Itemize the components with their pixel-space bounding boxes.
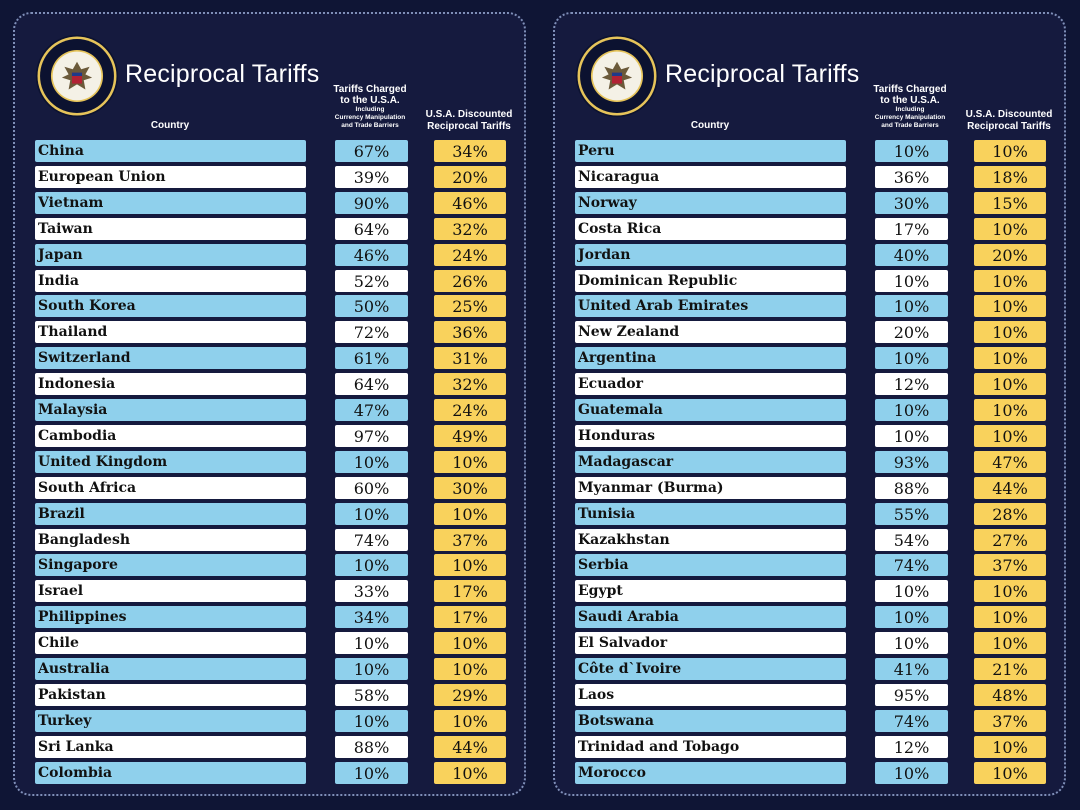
discounted-tariff-cell: 17% [434,580,506,602]
header-charged-sub2: Currency Manipulation [874,113,946,121]
discounted-tariff-cell: 24% [434,399,506,421]
discounted-tariff-cell: 10% [974,736,1046,758]
discounted-tariff-cell: 10% [974,295,1046,317]
country-cell: United Arab Emirates [575,295,846,317]
table-row [15,140,524,162]
country-cell: Dominican Republic [575,270,846,292]
tariff-charged-cell: 34% [335,606,408,628]
country-cell: Trinidad and Tobago [575,736,846,758]
tariff-charged-cell: 60% [335,477,408,499]
country-cell: Peru [575,140,846,162]
tariff-charged-cell: 10% [875,580,948,602]
table-row [555,295,1064,317]
tariff-charged-cell: 30% [875,192,948,214]
page-title: Reciprocal Tariffs [125,60,320,88]
discounted-tariff-cell: 26% [434,270,506,292]
tariff-charged-cell: 41% [875,658,948,680]
discounted-tariff-cell: 18% [974,166,1046,188]
table-row [555,166,1064,188]
discounted-tariff-cell: 20% [974,244,1046,266]
table-row [555,140,1064,162]
discounted-tariff-cell: 25% [434,295,506,317]
tariff-charged-cell: 58% [335,684,408,706]
tariff-charged-cell: 95% [875,684,948,706]
table-row [15,529,524,551]
table-row [15,684,524,706]
tariff-charged-cell: 10% [875,347,948,369]
header-discount-line2: Reciprocal Tariffs [967,121,1051,132]
header-charged-line2: to the U.S.A. [880,94,940,106]
country-cell: Honduras [575,425,846,447]
table-row [555,606,1064,628]
discounted-tariff-cell: 10% [974,373,1046,395]
discounted-tariff-cell: 29% [434,684,506,706]
table-row [555,321,1064,343]
table-row [555,270,1064,292]
country-cell: Guatemala [575,399,846,421]
header-charged-sub3: and Trade Barriers [341,121,399,129]
discounted-tariff-cell: 47% [974,451,1046,473]
table-row [15,580,524,602]
discounted-tariff-cell: 24% [434,244,506,266]
table-row [555,425,1064,447]
country-cell: Côte d`Ivoire [575,658,846,680]
country-cell: Brazil [35,503,306,525]
tariff-charged-cell: 50% [335,295,408,317]
tariff-charged-cell: 88% [875,477,948,499]
tariff-charged-cell: 67% [335,140,408,162]
table-row [15,321,524,343]
table-row [15,606,524,628]
discounted-tariff-cell: 49% [434,425,506,447]
discounted-tariff-cell: 20% [434,166,506,188]
table-row [555,399,1064,421]
tariff-charged-cell: 74% [335,529,408,551]
table-row [15,244,524,266]
table-row [15,347,524,369]
discounted-tariff-cell: 10% [434,658,506,680]
table-row [15,425,524,447]
table-row [555,762,1064,784]
discounted-tariff-cell: 30% [434,477,506,499]
country-cell: Madagascar [575,451,846,473]
country-cell: Vietnam [35,192,306,214]
discounted-tariff-cell: 36% [434,321,506,343]
discounted-tariff-cell: 10% [974,606,1046,628]
table-row [15,451,524,473]
table-row [15,658,524,680]
tariff-charged-cell: 10% [875,425,948,447]
tariff-charged-cell: 10% [335,762,408,784]
right-panel [553,12,1066,796]
table-row [15,762,524,784]
header-charged-sub1: Including [355,106,385,113]
country-cell: Nicaragua [575,166,846,188]
country-cell: United Kingdom [35,451,306,473]
tariff-charged-cell: 74% [875,554,948,576]
table-row [555,373,1064,395]
country-cell: Japan [35,244,306,266]
country-cell: Sri Lanka [35,736,306,758]
country-cell: Malaysia [35,399,306,421]
discounted-tariff-cell: 32% [434,218,506,240]
tariff-charged-cell: 10% [335,710,408,732]
discounted-tariff-cell: 10% [974,399,1046,421]
table-row [555,529,1064,551]
discounted-tariff-cell: 10% [434,451,506,473]
header-discount-line1: U.S.A. Discounted [425,109,513,120]
table-row [15,373,524,395]
discounted-tariff-cell: 10% [974,425,1046,447]
country-cell: South Africa [35,477,306,499]
discounted-tariff-cell: 10% [974,632,1046,654]
discounted-tariff-cell: 10% [974,580,1046,602]
country-cell: Jordan [575,244,846,266]
country-cell: Saudi Arabia [575,606,846,628]
tariff-charged-cell: 20% [875,321,948,343]
header-charged-line2: to the U.S.A. [340,94,400,106]
discounted-tariff-cell: 10% [974,140,1046,162]
discounted-tariff-cell: 21% [974,658,1046,680]
tariff-charged-cell: 10% [335,554,408,576]
discounted-tariff-cell: 10% [974,270,1046,292]
header-country: Country [690,120,730,131]
tariff-charged-cell: 61% [335,347,408,369]
tariff-charged-cell: 52% [335,270,408,292]
tariff-charged-cell: 46% [335,244,408,266]
tariff-charged-cell: 10% [875,762,948,784]
header-charged-line1: Tariffs Charged [333,84,407,95]
country-cell: New Zealand [575,321,846,343]
table-row [555,632,1064,654]
header-discount-line2: Reciprocal Tariffs [427,121,511,132]
tariff-charged-cell: 55% [875,503,948,525]
discounted-tariff-cell: 34% [434,140,506,162]
tariff-charged-cell: 10% [335,632,408,654]
header-discount-line1: U.S.A. Discounted [965,109,1053,120]
table-row [555,244,1064,266]
table-row [15,399,524,421]
table-row [555,192,1064,214]
table-row [555,554,1064,576]
header-country: Country [150,120,190,131]
country-cell: Pakistan [35,684,306,706]
country-cell: Costa Rica [575,218,846,240]
tariff-charged-cell: 40% [875,244,948,266]
country-cell: Tunisia [575,503,846,525]
discounted-tariff-cell: 10% [974,218,1046,240]
table-row [555,658,1064,680]
tariff-charged-cell: 74% [875,710,948,732]
country-cell: Serbia [575,554,846,576]
header-discounted-tariffs [959,109,1059,133]
discounted-tariff-cell: 44% [974,477,1046,499]
header-charged-sub1: Including [895,106,925,113]
table-row [15,736,524,758]
discounted-tariff-cell: 31% [434,347,506,369]
discounted-tariff-cell: 48% [974,684,1046,706]
table-row [15,477,524,499]
table-row [555,684,1064,706]
table-row [555,218,1064,240]
table-row [555,503,1064,525]
tariff-charged-cell: 54% [875,529,948,551]
tariff-charged-cell: 72% [335,321,408,343]
discounted-tariff-cell: 10% [974,762,1046,784]
tariff-charged-cell: 12% [875,373,948,395]
discounted-tariff-cell: 37% [974,710,1046,732]
country-cell: Kazakhstan [575,529,846,551]
tariff-charged-cell: 12% [875,736,948,758]
country-cell: Chile [35,632,306,654]
discounted-tariff-cell: 28% [974,503,1046,525]
discounted-tariff-cell: 10% [974,347,1046,369]
country-cell: Norway [575,192,846,214]
country-cell: Indonesia [35,373,306,395]
country-cell: Bangladesh [35,529,306,551]
table-row [15,710,524,732]
country-cell: Myanmar (Burma) [575,477,846,499]
tariff-charged-cell: 17% [875,218,948,240]
country-cell: Australia [35,658,306,680]
tariff-charged-cell: 64% [335,218,408,240]
page-title: Reciprocal Tariffs [665,60,860,88]
header-charged-line1: Tariffs Charged [873,84,947,95]
tariff-charged-cell: 36% [875,166,948,188]
country-cell: Ecuador [575,373,846,395]
tariff-charged-cell: 10% [875,295,948,317]
discounted-tariff-cell: 46% [434,192,506,214]
tariff-charged-cell: 10% [875,140,948,162]
discounted-tariff-cell: 32% [434,373,506,395]
tariff-charged-cell: 33% [335,580,408,602]
tariff-charged-cell: 47% [335,399,408,421]
country-cell: South Korea [35,295,306,317]
table-row [15,295,524,317]
discounted-tariff-cell: 27% [974,529,1046,551]
discounted-tariff-cell: 10% [434,503,506,525]
country-cell: Colombia [35,762,306,784]
tariff-charged-cell: 10% [875,606,948,628]
left-panel [13,12,526,796]
country-cell: China [35,140,306,162]
country-cell: Cambodia [35,425,306,447]
tariff-charged-cell: 10% [875,632,948,654]
country-cell: European Union [35,166,306,188]
tariff-charged-cell: 88% [335,736,408,758]
table-row [15,270,524,292]
tariff-charged-cell: 10% [875,270,948,292]
tariff-charged-cell: 64% [335,373,408,395]
tariff-charged-cell: 97% [335,425,408,447]
discounted-tariff-cell: 10% [434,710,506,732]
tariff-charged-cell: 10% [335,658,408,680]
table-row [15,503,524,525]
header-charged-sub3: and Trade Barriers [881,121,939,129]
country-cell: Thailand [35,321,306,343]
presidential-seal-icon [35,34,119,118]
country-cell: Philippines [35,606,306,628]
table-row [555,736,1064,758]
table-row [555,710,1064,732]
table-row [555,580,1064,602]
country-cell: Taiwan [35,218,306,240]
header-tariffs-charged [870,85,950,129]
table-row [15,554,524,576]
header-discounted-tariffs [419,109,519,133]
tariff-charged-cell: 10% [335,451,408,473]
header-tariffs-charged [330,85,410,129]
country-cell: Egypt [575,580,846,602]
discounted-tariff-cell: 37% [434,529,506,551]
tariff-charged-cell: 10% [335,503,408,525]
country-cell: India [35,270,306,292]
discounted-tariff-cell: 10% [434,762,506,784]
country-cell: Singapore [35,554,306,576]
table-row [555,347,1064,369]
tariff-charged-cell: 10% [875,399,948,421]
discounted-tariff-cell: 15% [974,192,1046,214]
table-row [15,166,524,188]
country-cell: Morocco [575,762,846,784]
table-row [555,477,1064,499]
table-row [15,218,524,240]
country-cell: Argentina [575,347,846,369]
discounted-tariff-cell: 37% [974,554,1046,576]
tariff-charged-cell: 93% [875,451,948,473]
discounted-tariff-cell: 44% [434,736,506,758]
discounted-tariff-cell: 10% [434,632,506,654]
presidential-seal-icon [575,34,659,118]
country-cell: Switzerland [35,347,306,369]
country-cell: Botswana [575,710,846,732]
table-row [15,192,524,214]
country-cell: Laos [575,684,846,706]
tariff-charged-cell: 90% [335,192,408,214]
header-charged-sub2: Currency Manipulation [334,113,406,121]
tariff-charged-cell: 39% [335,166,408,188]
country-cell: Israel [35,580,306,602]
country-cell: El Salvador [575,632,846,654]
discounted-tariff-cell: 10% [434,554,506,576]
discounted-tariff-cell: 10% [974,321,1046,343]
discounted-tariff-cell: 17% [434,606,506,628]
country-cell: Turkey [35,710,306,732]
table-row [555,451,1064,473]
table-row [15,632,524,654]
